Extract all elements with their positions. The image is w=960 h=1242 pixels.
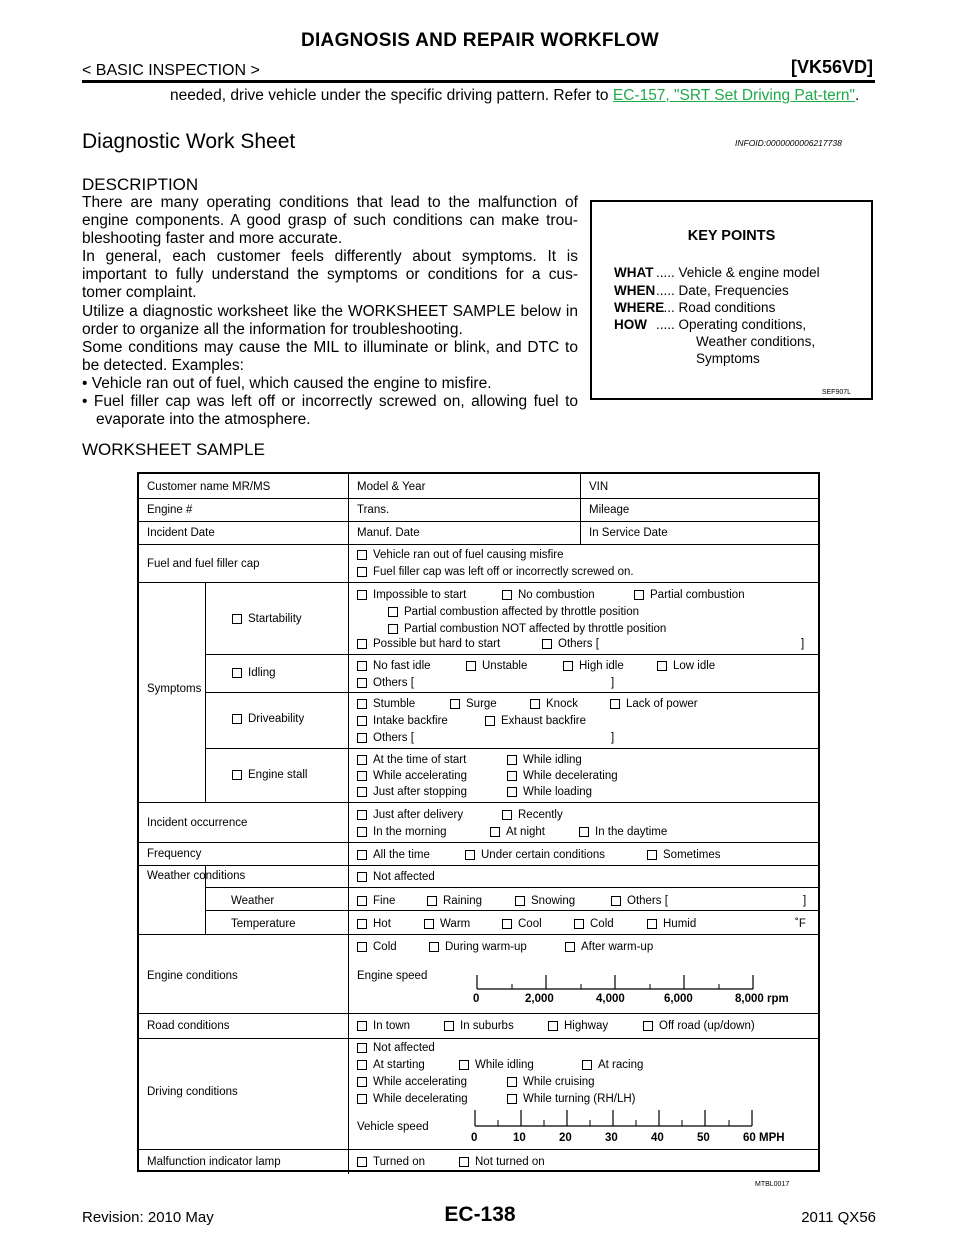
checkbox[interactable]: [357, 733, 367, 743]
key-label: HOW: [614, 317, 647, 332]
key-row-where: [614, 299, 775, 317]
mph-tick-label: 60 MPH: [743, 1132, 785, 1144]
table-rule: [139, 842, 818, 843]
option-text: In the morning: [373, 826, 447, 838]
option-text: While decelerating: [373, 1093, 468, 1105]
checkbox[interactable]: [232, 668, 242, 678]
checkbox[interactable]: [357, 716, 367, 726]
checkbox[interactable]: [388, 607, 398, 617]
checkbox[interactable]: [357, 1157, 367, 1167]
checkbox[interactable]: [357, 787, 367, 797]
option-text: Warm: [440, 918, 471, 930]
checkbox[interactable]: [610, 699, 620, 709]
checkbox[interactable]: [466, 661, 476, 671]
key-label: WHEN: [614, 283, 656, 298]
checkbox[interactable]: [427, 896, 437, 906]
option-text: At racing: [598, 1059, 644, 1071]
option-text: While accelerating: [373, 770, 467, 782]
table-rule: [205, 887, 818, 888]
checkbox[interactable]: [357, 661, 367, 671]
label-manuf-date: Manuf. Date: [357, 527, 420, 539]
checkbox[interactable]: [563, 661, 573, 671]
checkbox[interactable]: [565, 942, 575, 952]
rpm-tick-label: 2,000: [525, 993, 554, 1005]
option-text: Intake backfire: [373, 715, 448, 727]
footer-vehicle: 2011 QX56: [801, 1209, 876, 1226]
bracket-close: ]: [801, 638, 805, 650]
checkbox[interactable]: [444, 1021, 454, 1031]
breadcrumb: < BASIC INSPECTION >: [82, 62, 260, 79]
table-rule: [139, 1149, 818, 1150]
table-rule: [139, 544, 818, 545]
option-text: Exhaust backfire: [501, 715, 587, 727]
mph-tick-label: 20: [559, 1132, 572, 1144]
description-paragraph: In general, each customer feels differently about symptoms. It is important to fully understand the symptoms or conditions for a cus-tomer complaint.: [82, 248, 578, 302]
checkbox[interactable]: [548, 1021, 558, 1031]
page-number: EC-138: [444, 1203, 516, 1226]
rpm-tick-label: 4,000: [596, 993, 625, 1005]
checkbox[interactable]: [530, 699, 540, 709]
mph-tick-label: 10: [513, 1132, 526, 1144]
worksheet-heading: WORKSHEET SAMPLE: [82, 440, 265, 459]
table-rule: [348, 474, 349, 1174]
checkbox[interactable]: [357, 942, 367, 952]
option-text: While accelerating: [373, 1076, 467, 1088]
checkbox[interactable]: [357, 1060, 367, 1070]
description-heading: DESCRIPTION: [82, 175, 199, 194]
bracket-close: ]: [611, 732, 615, 744]
key-label: WHERE: [614, 300, 665, 315]
label-mileage: Mileage: [589, 504, 630, 516]
section-title: Diagnostic Work Sheet: [82, 130, 296, 153]
footer-revision: Revision: 2010 May: [82, 1209, 214, 1226]
option-text: During warm-up: [445, 941, 527, 953]
option-text: Cold: [373, 941, 397, 953]
option-text: Snowing: [531, 895, 576, 907]
checkbox[interactable]: [574, 919, 584, 929]
bullet-item: • Fuel filler cap was left off or incorrectly screwed on, allowing fuel to evaporate into the atmosphere.: [82, 393, 578, 429]
option-text: Just after stopping: [373, 786, 467, 798]
option-text: Not turned on: [475, 1156, 545, 1168]
srt-driving-pattern-link[interactable]: EC-157, "SRT Set Driving Pat-tern": [612, 87, 856, 104]
engine-model-tag: [VK56VD]: [790, 57, 873, 77]
checkbox[interactable]: [459, 1157, 469, 1167]
option-text: Just after delivery: [373, 809, 464, 821]
option-text: Off road (up/down): [659, 1020, 755, 1032]
checkbox[interactable]: [232, 714, 242, 724]
key-value: ..... Operating conditions,: [656, 317, 807, 332]
checkbox[interactable]: [232, 614, 242, 624]
label-startability: Startability: [248, 613, 302, 625]
key-value: ..... Date, Frequencies: [656, 283, 789, 298]
rpm-tick-label: 6,000: [664, 993, 693, 1005]
option-text: Partial combustion NOT affected by throttle position: [404, 623, 667, 635]
key-value: ..... Road conditions: [656, 300, 776, 315]
checkbox[interactable]: [357, 896, 367, 906]
description-paragraph: There are many operating conditions that lead to the malfunction of engine components. A good grasp of such conditions can make trou-bleshooting faster and more accurate.: [82, 194, 578, 248]
key-value: Weather conditions,: [696, 334, 816, 349]
label-incident-date: Incident Date: [147, 527, 215, 539]
checkbox[interactable]: [502, 810, 512, 820]
label-road-conditions: Road conditions: [147, 1020, 230, 1032]
intro-paragraph: [170, 86, 882, 106]
option-text: Low idle: [673, 660, 716, 672]
option-text: All the time: [373, 849, 430, 861]
checkbox[interactable]: [450, 699, 460, 709]
checkbox[interactable]: [357, 1077, 367, 1087]
mph-tick-label: 50: [697, 1132, 710, 1144]
label-fuel: Fuel and fuel filler cap: [147, 558, 260, 570]
checkbox[interactable]: [357, 850, 367, 860]
option-text: Humid: [663, 918, 697, 930]
option-text: Under certain conditions: [481, 849, 606, 861]
label-mil: Malfunction indicator lamp: [147, 1156, 281, 1168]
info-id: INFOID:0000000006217738: [735, 138, 842, 148]
checkbox[interactable]: [357, 590, 367, 600]
key-label: WHAT: [614, 265, 654, 280]
option-text: Cool: [518, 918, 542, 930]
option-text: Hot: [373, 918, 391, 930]
option-text: Partial combustion affected by throttle position: [404, 606, 640, 618]
table-rule: [139, 865, 818, 866]
figure-code: MTBL0017: [755, 1181, 790, 1188]
vehicle-speed-scale: [473, 1106, 757, 1130]
checkbox[interactable]: [424, 919, 434, 929]
table-rule: [205, 692, 818, 693]
option-text: In the daytime: [595, 826, 668, 838]
option-text: While turning (RH/LH): [523, 1093, 636, 1105]
checkbox[interactable]: [515, 896, 525, 906]
label-weather: Weather: [231, 895, 275, 907]
table-rule: [139, 802, 818, 803]
key-row-how: [614, 316, 806, 334]
checkbox[interactable]: [357, 919, 367, 929]
header-rule: [82, 80, 875, 83]
checkbox[interactable]: [611, 896, 621, 906]
engine-speed-scale: [475, 972, 759, 992]
figure-code: SEF907L: [821, 389, 851, 396]
option-text: No fast idle: [373, 660, 431, 672]
label-engine-conditions: Engine conditions: [147, 970, 238, 982]
checkbox[interactable]: [357, 827, 367, 837]
description-body: [82, 194, 578, 429]
key-value: ..... Vehicle & engine model: [656, 265, 820, 280]
bracket-close: ]: [611, 677, 615, 689]
label-model-year: Model & Year: [357, 481, 426, 493]
checkbox[interactable]: [357, 872, 367, 882]
label-idling: Idling: [248, 667, 276, 679]
checkbox[interactable]: [357, 699, 367, 709]
option-text: Surge: [466, 698, 497, 710]
table-rule: [205, 748, 818, 749]
checkbox[interactable]: [357, 755, 367, 765]
option-text: Not affected: [373, 1042, 435, 1054]
option-text: Stumble: [373, 698, 416, 710]
table-rule: [139, 521, 818, 522]
label-temperature: Temperature: [231, 918, 296, 930]
table-rule: [139, 582, 818, 583]
label-driveability: Driveability: [248, 713, 305, 725]
option-text: Not affected: [373, 871, 435, 883]
checkbox[interactable]: [357, 810, 367, 820]
key-row-what: [614, 264, 820, 282]
bullet-item: • Vehicle ran out of fuel, which caused the engine to misfire.: [82, 374, 492, 392]
label-symptoms: Symptoms: [147, 683, 202, 695]
label-vehicle-speed: Vehicle speed: [357, 1121, 429, 1133]
checkbox[interactable]: [357, 567, 367, 577]
checkbox[interactable]: [232, 770, 242, 780]
table-rule: [580, 474, 581, 544]
option-text: Partial combustion: [650, 589, 745, 601]
table-rule: [139, 934, 818, 935]
key-value: Symptoms: [696, 351, 760, 366]
label-customer-name: Customer name MR/MS: [147, 481, 271, 493]
label-engine-speed: Engine speed: [357, 970, 428, 982]
option-text: Raining: [443, 895, 482, 907]
checkbox[interactable]: [465, 850, 475, 860]
option-text: Others [: [373, 677, 414, 689]
option-text: Fuel filler cap was left off or incorrectly screwed on.: [373, 566, 634, 578]
option-text: Highway: [564, 1020, 609, 1032]
option-text: At starting: [373, 1059, 425, 1071]
intro-text: needed, drive vehicle under the specific driving pattern. Refer to: [170, 87, 613, 104]
checkbox[interactable]: [490, 827, 500, 837]
rpm-tick-label: 0: [473, 993, 480, 1005]
option-text: While idling: [523, 754, 582, 766]
temperature-unit: ˚F: [795, 918, 806, 930]
option-text: While loading: [523, 786, 593, 798]
option-text: Others [: [627, 895, 668, 907]
option-text: Unstable: [482, 660, 528, 672]
option-text: Sometimes: [663, 849, 721, 861]
table-rule: [205, 582, 206, 802]
checkbox[interactable]: [502, 590, 512, 600]
option-text: Others [: [373, 732, 414, 744]
checkbox[interactable]: [357, 1021, 367, 1031]
bracket-close: ]: [803, 895, 807, 907]
checkbox[interactable]: [542, 639, 552, 649]
checkbox[interactable]: [507, 1094, 517, 1104]
option-text: Vehicle ran out of fuel causing misfire: [373, 549, 564, 561]
label-trans: Trans.: [357, 504, 390, 516]
option-text: While decelerating: [523, 770, 618, 782]
checkbox[interactable]: [582, 1060, 592, 1070]
option-text: Knock: [546, 698, 578, 710]
table-rule: [205, 654, 818, 655]
label-frequency: Frequency: [147, 848, 202, 860]
option-text: Recently: [518, 809, 563, 821]
option-text: High idle: [579, 660, 624, 672]
option-text: Possible but hard to start: [373, 638, 501, 650]
option-text: While idling: [475, 1059, 534, 1071]
table-rule: [205, 910, 818, 911]
mph-tick-label: 40: [651, 1132, 664, 1144]
checkbox[interactable]: [429, 942, 439, 952]
checkbox[interactable]: [507, 755, 517, 765]
checkbox[interactable]: [657, 661, 667, 671]
label-incident-occurrence: Incident occurrence: [147, 817, 248, 829]
label-driving-conditions: Driving conditions: [147, 1086, 238, 1098]
checkbox[interactable]: [357, 771, 367, 781]
description-paragraph: Utilize a diagnostic worksheet like the WORKSHEET SAMPLE below in order to organize all the information for troubleshooting.: [82, 302, 578, 338]
rpm-tick-label: 8,000 rpm: [735, 993, 789, 1005]
checkbox[interactable]: [507, 1077, 517, 1087]
mph-tick-label: 30: [605, 1132, 618, 1144]
checkbox[interactable]: [357, 1094, 367, 1104]
description-paragraph: Some conditions may cause the MIL to illuminate or blink, and DTC to be detected. Examples:: [82, 338, 578, 374]
key-points-title: KEY POINTS: [687, 228, 776, 244]
option-text: At night: [506, 826, 545, 838]
checkbox[interactable]: [459, 1060, 469, 1070]
option-text: Others [: [558, 638, 599, 650]
checkbox[interactable]: [357, 550, 367, 560]
intro-end: .: [855, 87, 860, 104]
label-vin: VIN: [589, 481, 609, 493]
mph-tick-label: 0: [471, 1132, 478, 1144]
page-header-title: DIAGNOSIS AND REPAIR WORKFLOW: [300, 30, 660, 51]
checkbox[interactable]: [647, 850, 657, 860]
table-rule: [139, 1038, 818, 1039]
checkbox[interactable]: [507, 787, 517, 797]
checkbox[interactable]: [507, 771, 517, 781]
option-text: Turned on: [373, 1156, 425, 1168]
option-text: Lack of power: [626, 698, 698, 710]
checkbox[interactable]: [643, 1021, 653, 1031]
checkbox[interactable]: [485, 716, 495, 726]
key-points-figure: [590, 200, 873, 400]
checkbox[interactable]: [357, 1043, 367, 1053]
option-text: Fine: [373, 895, 396, 907]
option-text: Cold: [590, 918, 614, 930]
worksheet-table: [137, 472, 820, 1172]
checkbox[interactable]: [579, 827, 589, 837]
option-text: Impossible to start: [373, 589, 467, 601]
option-text: In suburbs: [460, 1020, 514, 1032]
checkbox[interactable]: [357, 639, 367, 649]
label-engine-number: Engine #: [147, 504, 193, 516]
checkbox[interactable]: [634, 590, 644, 600]
option-text: At the time of start: [373, 754, 467, 766]
key-row-when: [614, 282, 789, 300]
option-text: No combustion: [518, 589, 595, 601]
option-text: In town: [373, 1020, 411, 1032]
checkbox[interactable]: [357, 678, 367, 688]
table-rule: [139, 498, 818, 499]
label-in-service-date: In Service Date: [589, 527, 668, 539]
checkbox[interactable]: [502, 919, 512, 929]
option-text: After warm-up: [581, 941, 654, 953]
checkbox[interactable]: [647, 919, 657, 929]
label-weather-conditions: Weather conditions: [147, 870, 246, 882]
checkbox[interactable]: [388, 624, 398, 634]
table-rule: [139, 1013, 818, 1014]
option-text: While cruising: [523, 1076, 595, 1088]
label-engine-stall: Engine stall: [248, 769, 308, 781]
